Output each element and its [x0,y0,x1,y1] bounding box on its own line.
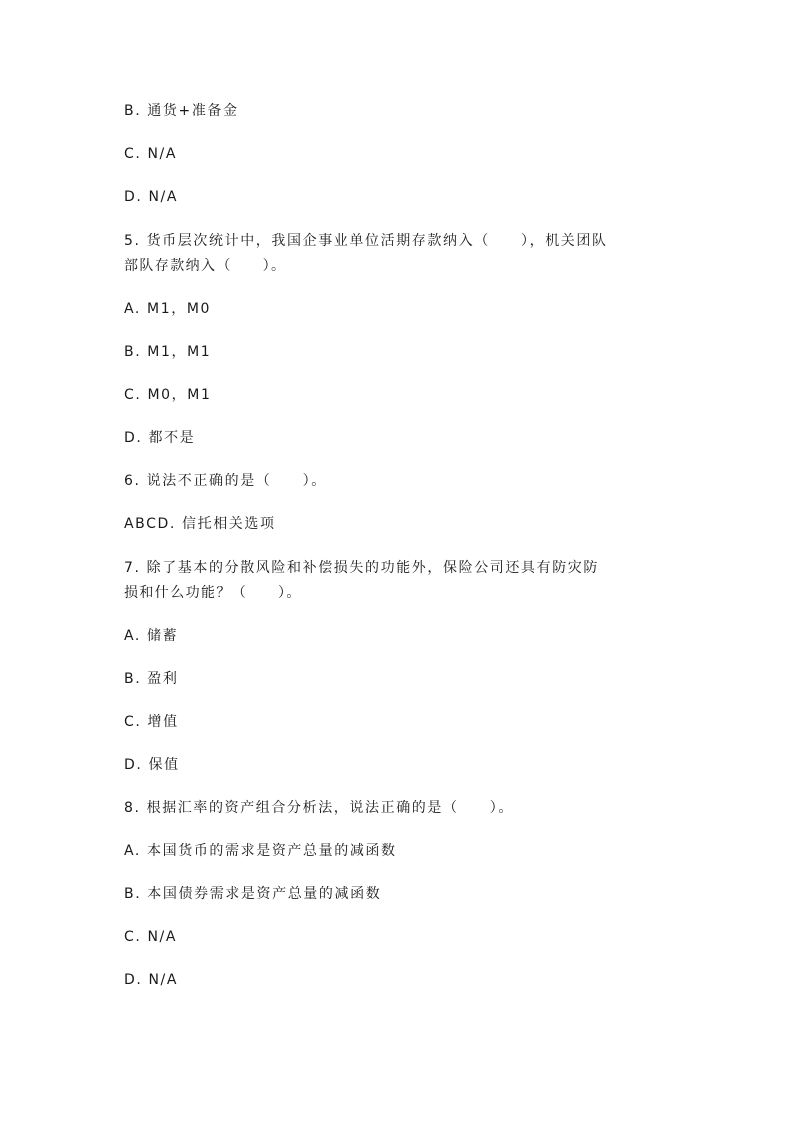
q5-option-a: A. M1，M0 [124,301,212,317]
q5-option-d: D. 都不是 [124,430,196,446]
q7-option-b: B. 盈利 [124,671,179,687]
q4-option-d: D. N/A [124,189,179,205]
q7-option-a: A. 储蓄 [124,628,179,644]
q6-options: ABCD. 信托相关选项 [124,516,276,532]
q8-option-a: A. 本国货币的需求是资产总量的减函数 [124,843,397,859]
q8-option-d: D. N/A [124,972,179,988]
q6-stem: 6. 说法不正确的是（ ）。 [124,473,327,489]
q8-option-b: B. 本国债券需求是资产总量的减函数 [124,886,382,902]
q4-option-c: C. N/A [124,146,178,162]
q8-option-c: C. N/A [124,929,178,945]
q4-option-b: B. 通货+准备金 [124,103,239,119]
q7-stem-cont: 损和什么功能？（ ）。 [124,585,302,601]
q7-stem: 7. 除了基本的分散风险和补偿损失的功能外，保险公司还具有防灾防 [124,560,600,576]
q7-option-d: D. 保值 [124,757,180,773]
q5-option-b: B. M1，M1 [124,344,212,360]
q5-stem: 5. 货币层次统计中，我国企事业单位活期存款纳入（ ），机关团队 [124,233,608,249]
q8-stem: 8. 根据汇率的资产组合分析法，说法正确的是（ ）。 [124,800,515,816]
q5-stem-cont: 部队存款纳入（ ）。 [124,258,287,274]
q7-option-c: C. 增值 [124,714,179,730]
q5-option-c: C. M0，M1 [124,387,212,403]
